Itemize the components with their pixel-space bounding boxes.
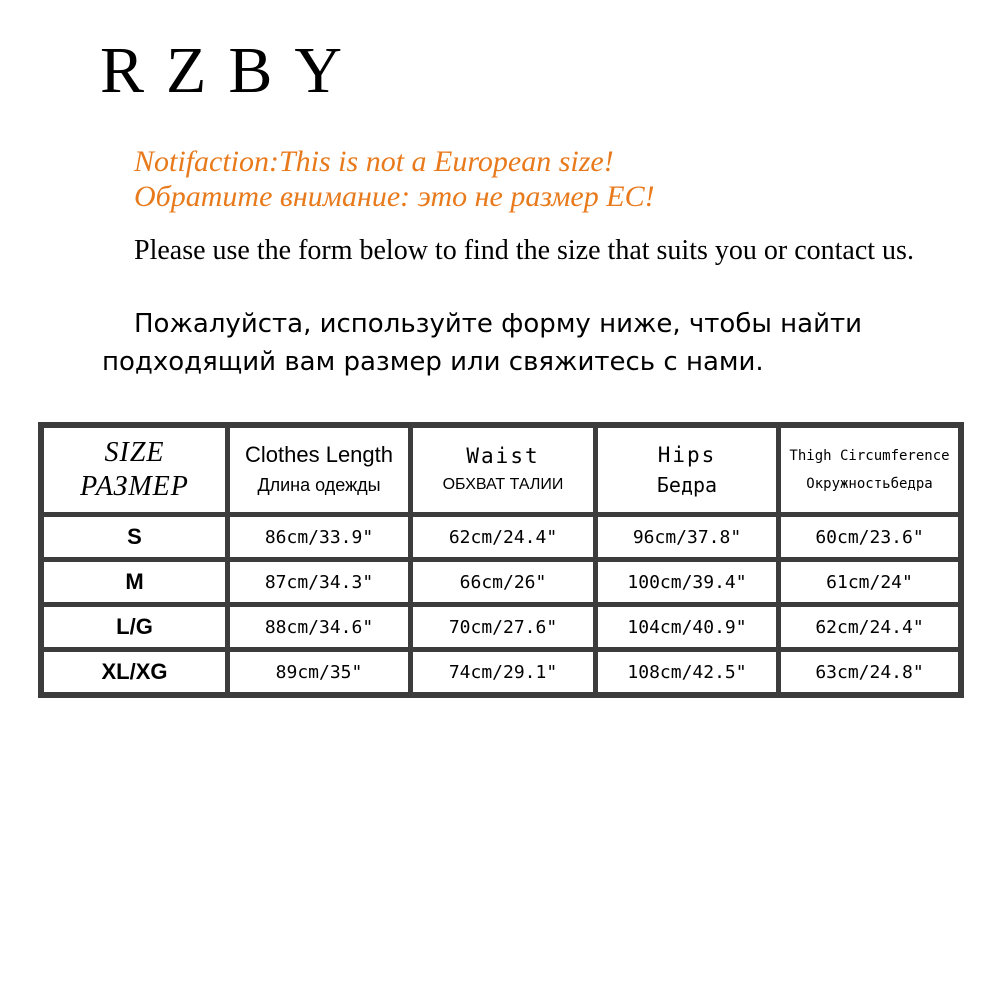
brand-logo: RZBY xyxy=(100,34,365,107)
waist-value: 74cm/29.1" xyxy=(448,661,558,683)
size-label-cell xyxy=(44,607,225,647)
size-label: M xyxy=(125,569,144,594)
value-cell xyxy=(230,607,408,647)
value-cell xyxy=(598,517,776,557)
hips-value: 104cm/40.9" xyxy=(627,616,747,638)
length-value: 87cm/34.3" xyxy=(264,571,374,593)
size-label: XL/XG xyxy=(101,659,168,684)
value-cell xyxy=(413,517,593,557)
header-cell-waist xyxy=(413,428,593,512)
thigh-value: 60cm/23.6" xyxy=(815,526,924,548)
value-cell xyxy=(413,652,593,692)
value-cell xyxy=(598,562,776,602)
thigh-value: 62cm/24.4" xyxy=(815,616,924,638)
value-cell xyxy=(598,652,776,692)
header-length-en: Clothes Length xyxy=(245,442,393,467)
value-cell xyxy=(413,607,593,647)
length-value: 89cm/35" xyxy=(275,661,363,683)
size-label-cell xyxy=(44,562,225,602)
header-waist-en: Waist xyxy=(466,444,540,468)
size-label-cell xyxy=(44,517,225,557)
header-hips-ru: Бедра xyxy=(656,473,718,497)
header-cell-hips xyxy=(598,428,776,512)
size-label-cell xyxy=(44,652,225,692)
value-cell xyxy=(413,562,593,602)
size-notice xyxy=(134,144,655,214)
length-value: 88cm/34.6" xyxy=(264,616,374,638)
size-chart-table xyxy=(38,422,964,698)
size-label: S xyxy=(127,524,142,549)
header-length-ru: Длина одежды xyxy=(257,475,381,495)
notice-russian: Обратите внимание: это не размер ЕС! xyxy=(134,180,655,213)
thigh-value: 63cm/24.8" xyxy=(815,661,924,683)
value-cell xyxy=(230,517,408,557)
intro-russian: Пожалуйста, используйте форму ниже, чтобы найти подходящий вам размер или свяжитесь с нами. xyxy=(102,309,863,377)
header-cell-length xyxy=(230,428,408,512)
hips-value: 108cm/42.5" xyxy=(627,661,747,683)
header-size-ru: РАЗМЕР xyxy=(80,471,189,502)
value-cell xyxy=(781,562,958,602)
hips-value: 96cm/37.8" xyxy=(632,526,742,548)
waist-value: 66cm/26" xyxy=(459,571,547,593)
value-cell xyxy=(781,652,958,692)
header-cell-thigh xyxy=(781,428,958,512)
header-thigh-ru: Окружностьбедра xyxy=(806,476,933,492)
header-hips-en: Hips xyxy=(657,443,717,467)
value-cell xyxy=(230,562,408,602)
waist-value: 70cm/27.6" xyxy=(448,616,558,638)
thigh-value: 61cm/24" xyxy=(826,571,913,593)
waist-value: 62cm/24.4" xyxy=(448,526,558,548)
value-cell xyxy=(781,607,958,647)
value-cell xyxy=(781,517,958,557)
value-cell xyxy=(230,652,408,692)
intro-english: Please use the form below to find the size that suits you or contact us. xyxy=(134,235,914,266)
hips-value: 100cm/39.4" xyxy=(627,571,747,593)
notice-english: Notifaction:This is not a European size! xyxy=(134,145,614,178)
length-value: 86cm/33.9" xyxy=(264,526,374,548)
value-cell xyxy=(598,607,776,647)
size-label: L/G xyxy=(116,614,153,639)
header-cell-size xyxy=(44,428,225,512)
header-thigh-en: Thigh Circumference xyxy=(789,448,950,464)
header-size-en: SIZE xyxy=(104,437,165,468)
header-waist-ru: ОБХВАТ ТАЛИИ xyxy=(442,476,564,493)
